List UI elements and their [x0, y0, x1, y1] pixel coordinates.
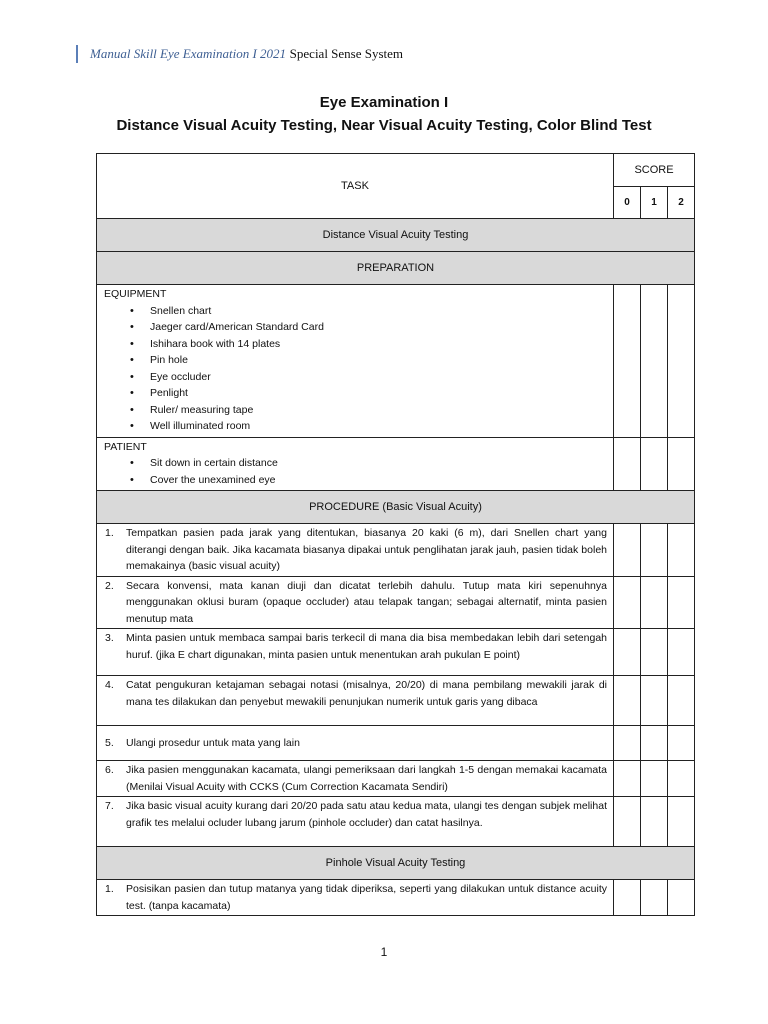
equipment-label: EQUIPMENT	[104, 288, 167, 300]
step-number: 3.	[105, 632, 114, 644]
score-cell[interactable]	[614, 761, 641, 797]
score-cell[interactable]	[614, 880, 641, 916]
score-header: SCORE	[614, 154, 695, 187]
patient-label: PATIENT	[104, 440, 147, 453]
step-number: 2.	[105, 579, 114, 592]
procedure-step	[97, 797, 614, 847]
step-number: 4.	[105, 679, 114, 691]
task-header: TASK	[97, 154, 614, 219]
header-plain-text: Special Sense System	[289, 46, 404, 61]
score-cell[interactable]	[641, 524, 668, 577]
score-cell[interactable]	[641, 629, 668, 676]
step-text: Jika pasien menggunakan kacamata, ulangi pemeriksaan dari langkah 1-5 dengan memakai kacamata (Menilai Visual Acuity with CCKS (Cum Correction Kacamata Sendiri)	[126, 764, 607, 793]
running-header	[76, 45, 403, 63]
score-cell[interactable]	[641, 576, 668, 629]
score-cell[interactable]	[614, 576, 641, 629]
score-cell[interactable]	[641, 437, 668, 491]
procedure-step	[97, 676, 614, 726]
patient-item: • Sit down in certain distance	[130, 455, 607, 472]
score-col-2: 2	[668, 187, 695, 219]
section-pinhole: Pinhole Visual Acuity Testing	[97, 847, 695, 880]
patient-list	[104, 455, 607, 488]
procedure-step	[97, 726, 614, 761]
equipment-item: • Eye occluder	[130, 369, 607, 386]
pinhole-step	[97, 880, 614, 916]
score-cell[interactable]	[668, 676, 695, 726]
procedure-step	[97, 524, 614, 577]
score-cell[interactable]	[641, 797, 668, 847]
page-subtitle: Distance Visual Acuity Testing, Near Visual Acuity Testing, Color Blind Test	[116, 117, 652, 134]
procedure-step	[97, 761, 614, 797]
equipment-item: • Pin hole	[130, 352, 607, 369]
score-cell[interactable]	[641, 761, 668, 797]
equipment-list	[104, 303, 607, 435]
section-preparation: PREPARATION	[97, 252, 695, 285]
score-cell[interactable]	[641, 285, 668, 438]
score-col-1: 1	[641, 187, 668, 219]
score-cell[interactable]	[668, 285, 695, 438]
step-text: Secara konvensi, mata kanan diuji dan dicatat terlebih dahulu. Tutup mata kiri sepenuhnya menggunakan oklusi buram (opaque occluder) atau telapak tangan; sebagai alternatif, minta pasien menutup mata	[126, 579, 607, 625]
score-cell[interactable]	[668, 726, 695, 761]
equipment-item: • Ruler/ measuring tape	[130, 402, 607, 419]
score-cell[interactable]	[668, 629, 695, 676]
score-cell[interactable]	[668, 761, 695, 797]
page-number: 1	[380, 945, 388, 959]
score-cell[interactable]	[668, 524, 695, 577]
section-procedure: PROCEDURE (Basic Visual Acuity)	[97, 491, 695, 524]
page-title: Eye Examination I	[319, 94, 449, 111]
score-cell[interactable]	[614, 726, 641, 761]
score-cell[interactable]	[614, 629, 641, 676]
score-cell[interactable]	[614, 285, 641, 438]
score-col-0: 0	[614, 187, 641, 219]
score-cell[interactable]	[641, 880, 668, 916]
score-cell[interactable]	[614, 676, 641, 726]
patient-cell	[97, 437, 614, 491]
step-text: Tempatkan pasien pada jarak yang ditentukan, biasanya 20 kaki (6 m), dari Snellen chart yang diterangi dengan baik. Jika kacamata biasanya dipakai untuk penglihatan jarak jauh, pasien tidak boleh memakainya (basic visual acuity)	[126, 527, 607, 572]
step-number: 1.	[105, 527, 114, 539]
step-text: Minta pasien untuk membaca sampai baris terkecil di mana dia bisa membedakan lebih dari setengah huruf. (jika E chart digunakan, minta pasien untuk menentukan arah pukulan E point)	[126, 632, 607, 661]
section-distance-visual-acuity: Distance Visual Acuity Testing	[97, 219, 695, 252]
score-cell[interactable]	[641, 676, 668, 726]
checklist-table	[96, 153, 695, 916]
step-number: 1.	[105, 883, 114, 895]
patient-item: • Cover the unexamined eye	[130, 472, 607, 489]
score-cell[interactable]	[668, 880, 695, 916]
step-text: Posisikan pasien dan tutup matanya yang tidak diperiksa, seperti yang dilakukan untuk distance acuity test. (tanpa kacamata)	[126, 883, 607, 912]
procedure-step	[97, 576, 614, 629]
step-text: Ulangi prosedur untuk mata yang lain	[126, 736, 300, 749]
equipment-item: • Penlight	[130, 385, 607, 402]
equipment-item: • Jaeger card/American Standard Card	[130, 319, 607, 336]
score-cell[interactable]	[668, 797, 695, 847]
header-italic-text: Manual Skill Eye Examination I 2021	[90, 46, 287, 61]
score-cell[interactable]	[668, 437, 695, 491]
procedure-step	[97, 629, 614, 676]
equipment-item: • Ishihara book with 14 plates	[130, 336, 607, 353]
equipment-cell	[97, 285, 614, 438]
step-number: 5.	[105, 736, 114, 749]
equipment-item: • Well illuminated room	[130, 418, 607, 435]
equipment-item: • Snellen chart	[130, 303, 607, 320]
step-number: 6.	[105, 764, 114, 776]
score-cell[interactable]	[614, 524, 641, 577]
score-cell[interactable]	[614, 437, 641, 491]
score-cell[interactable]	[668, 576, 695, 629]
score-cell[interactable]	[641, 726, 668, 761]
step-number: 7.	[105, 800, 114, 812]
step-text: Jika basic visual acuity kurang dari 20/20 pada satu atau kedua mata, ulangi tes dengan subjek melihat grafik tes melalui ocluder lubang jarum (pinhole occluder) dan catat hasilnya.	[126, 800, 607, 829]
score-cell[interactable]	[614, 797, 641, 847]
step-text: Catat pengukuran ketajaman sebagai notasi (misalnya, 20/20) di mana pembilang mewakili jarak di mana tes dilakukan dan penyebut mewakili penunjukan numerik untuk garis yang dibaca	[126, 679, 607, 708]
